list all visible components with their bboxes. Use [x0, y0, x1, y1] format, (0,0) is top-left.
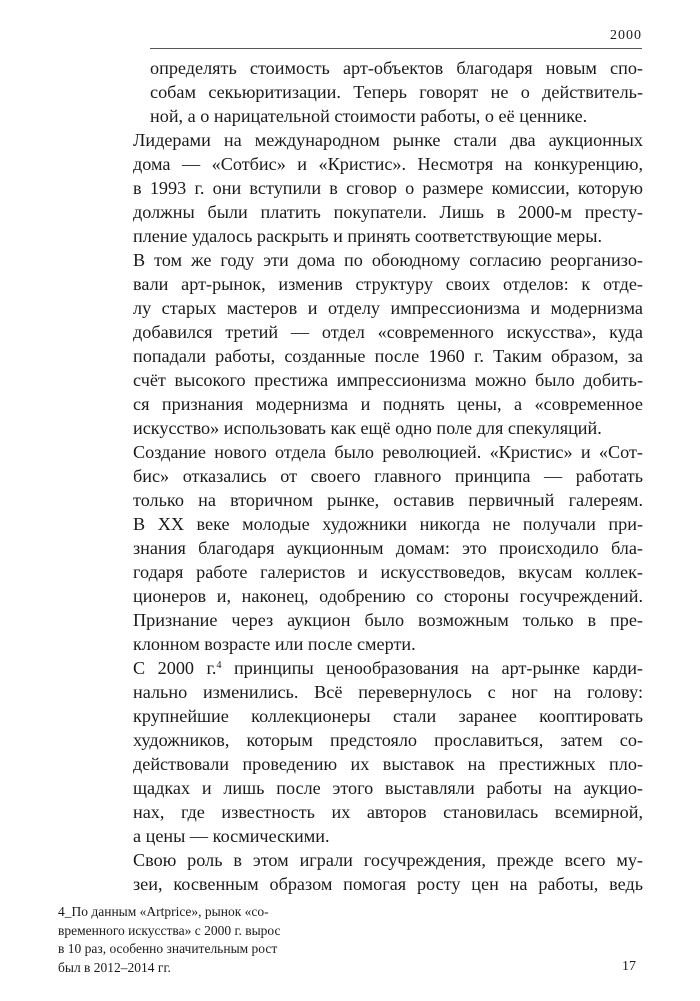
paragraph	[133, 848, 643, 896]
text-line: нально изменились. Всё перевернулось с ног на голову:	[133, 682, 643, 702]
text-line: определять стоимость арт-объектов благодаря новым спо-	[150, 58, 643, 78]
page-number: 17	[622, 959, 636, 974]
text-line: попадали работы, созданные после 1960 г. Таким образом, за	[133, 346, 643, 366]
text-line: художников, которым предстояло прославиться, затем со-	[133, 730, 643, 750]
text-line: Свою роль в этом играли госучреждения, прежде всего му-	[133, 850, 643, 870]
text-line: бис» отказались от своего главного принципа — работать	[133, 466, 643, 486]
paragraph	[133, 656, 643, 848]
main-text	[133, 56, 643, 896]
footnote-line: 4_По данным «Artprice», рынок «со-	[58, 904, 269, 919]
text-line: клонном возрасте или после смерти.	[133, 634, 416, 654]
text-run: С 2000 г.	[133, 658, 217, 678]
text-line: собам секьюритизации. Теперь говорят не о действитель-	[150, 82, 643, 102]
text-line: ной, а о нарицательной стоимости работы, о её ценнике.	[150, 106, 588, 126]
paragraph	[133, 56, 643, 128]
text-line: искусство» использовать как ещё одно поле для спекуляций.	[133, 418, 602, 438]
text-line: действовали проведению их выставок на престижных пло-	[133, 754, 643, 774]
text-line: только на вторичном рынке, оставив первичный галереям.	[133, 490, 643, 510]
text-line: годаря работе галеристов и искусствоведов, вкусам коллек-	[133, 562, 643, 582]
footnote-line: был в 2012–2014 гг.	[58, 959, 171, 975]
text-line: Лидерами на международном рынке стали два аукционных	[133, 130, 643, 150]
text-line: пление удалось раскрыть и принять соответствующие меры.	[133, 226, 603, 246]
text-line: ся признания модернизма и поднять цены, а «современное	[133, 394, 643, 414]
running-head: 2000	[610, 28, 642, 43]
text-line: крупнейшие коллекционеры стали заранее кооптировать	[133, 706, 643, 726]
text-run: принципы ценообразования на арт-рынке карди-	[221, 658, 643, 678]
text-line: добавился третий — отдел «современного искусства», куда	[133, 322, 643, 342]
text-line: В XX веке молодые художники никогда не получали при-	[133, 514, 643, 534]
text-line: знания благодаря аукционным домам: это происходило бла-	[133, 538, 643, 558]
paragraph	[133, 128, 643, 248]
text-line: должны были платить покупатели. Лишь в 2000-м престу-	[133, 202, 643, 222]
text-line	[133, 656, 643, 680]
text-line: зеи, косвенным образом помогая росту цен на работы, ведь	[133, 874, 643, 894]
text-line: а цены — космическими.	[133, 826, 330, 846]
footnote	[58, 903, 358, 977]
paragraph	[133, 248, 643, 440]
header-rule	[150, 48, 642, 49]
text-line: лу старых мастеров и отделу импрессионизма и модернизма	[133, 298, 643, 318]
text-line: счёт высокого престижа импрессионизма можно было добить-	[133, 370, 643, 390]
footnote-line: временного искусства» с 2000 г. вырос	[58, 922, 281, 938]
text-line: Признание через аукцион было возможным только в пре-	[133, 610, 643, 630]
text-line: вали арт-рынок, изменив структуру своих отделов: к отде-	[133, 274, 643, 294]
text-line: в 1993 г. они вступили в сговор о размере комиссии, которую	[133, 178, 643, 198]
footnote-ref: 4	[216, 660, 222, 671]
text-line: нах, где известность их авторов становилась всемирной,	[133, 802, 643, 822]
text-line: В том же году эти дома по обоюдному согласию реорганизо-	[133, 250, 643, 270]
text-line: ционеров и, наконец, одобрению со стороны госучреждений.	[133, 586, 643, 606]
text-line: Создание нового отдела было революцией. «Кристис» и «Сот-	[133, 442, 643, 462]
paragraph	[133, 440, 643, 656]
text-line: дома — «Сотбис» и «Кристис». Несмотря на конкуренцию,	[133, 154, 643, 174]
footnote-line: в 10 раз, особенно значительным рост	[58, 941, 278, 957]
text-line: щадках и лишь после этого выставляли работы на аукцио-	[133, 778, 643, 798]
